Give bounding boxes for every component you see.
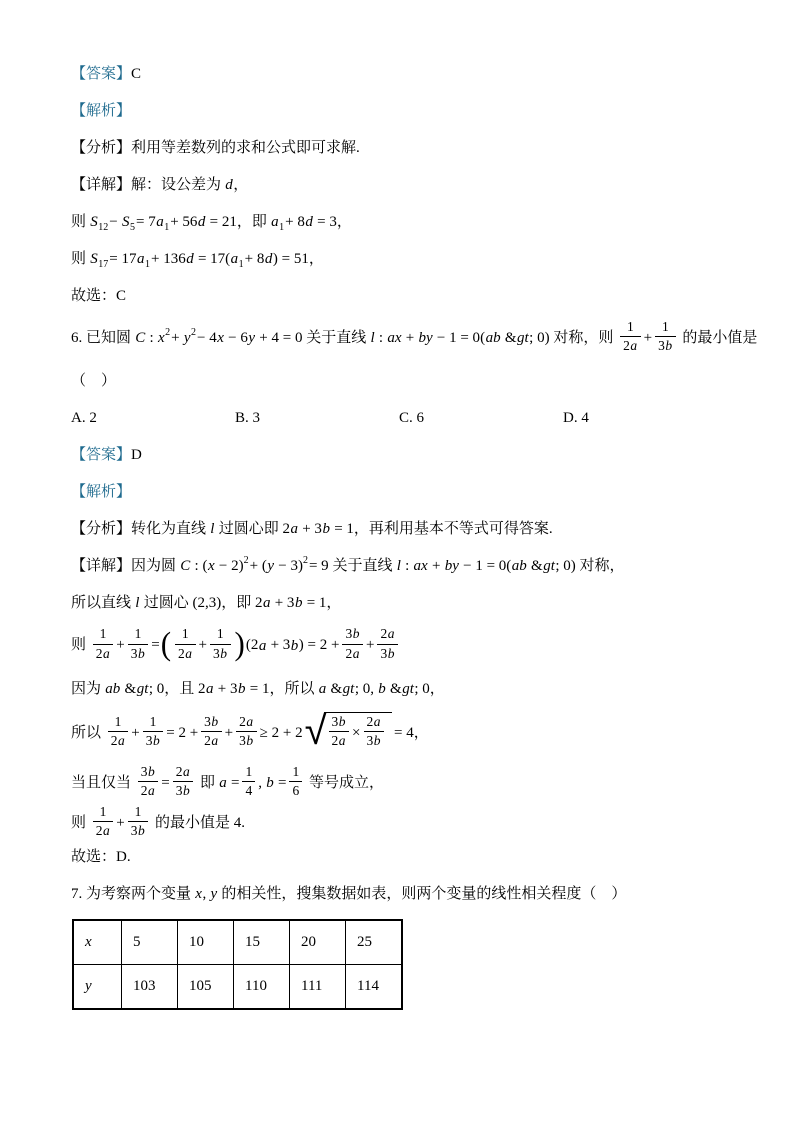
- math-run: ≥ 2 + 2: [259, 724, 303, 741]
- math-run: 3b: [239, 732, 254, 748]
- text-run: ，: [413, 724, 429, 741]
- denominator: [377, 644, 398, 662]
- value-cell: 15: [234, 920, 290, 965]
- math-run: 5: [129, 222, 135, 233]
- text-run: 的相关性，搜集数据如表，则两个变量的线性相关程度（ ）: [217, 885, 627, 902]
- math-run: 17: [98, 259, 109, 270]
- text-run: D: [131, 447, 142, 464]
- math-run: +: [116, 637, 125, 654]
- math-run: +: [365, 637, 375, 654]
- fraction: [342, 626, 363, 661]
- math-run: d: [225, 177, 233, 193]
- option-D: D. 4: [563, 410, 589, 427]
- math-run: 1: [99, 803, 107, 819]
- numerator: [108, 714, 129, 731]
- text-run: 的最小值是: [678, 330, 758, 347]
- value-cell: 111: [290, 964, 346, 1009]
- math-run: +: [643, 330, 653, 347]
- fraction: [108, 714, 129, 749]
- section-label: 【分析】: [71, 521, 132, 538]
- answer-q5: [71, 62, 768, 86]
- numerator: [377, 626, 398, 643]
- subscript: [239, 259, 244, 270]
- denominator: [342, 644, 363, 662]
- text-run: 转化为直线: [131, 521, 210, 538]
- numerator: [93, 804, 114, 821]
- section-label: 【答案】: [71, 66, 132, 82]
- math-run: 1: [134, 803, 142, 819]
- math-run: 2a: [178, 645, 193, 661]
- math-run: ×: [352, 725, 361, 742]
- denominator: [93, 821, 114, 839]
- numerator: [173, 764, 194, 781]
- fraction: [93, 804, 114, 839]
- section-label: 【分析】: [71, 140, 132, 156]
- numerator: [143, 714, 164, 731]
- denominator: [128, 644, 149, 662]
- math-run: + 56d = 21: [170, 214, 237, 230]
- subscript: [130, 222, 135, 233]
- text-run: 则: [71, 637, 90, 654]
- math-run: ab &gt; 0: [105, 680, 165, 697]
- fraction: [289, 764, 302, 799]
- fraction: [329, 714, 350, 749]
- fraction: [236, 714, 257, 749]
- math-run: =: [161, 775, 170, 792]
- math-run: 2a + 3b = 1: [198, 680, 270, 697]
- math-run: 2a: [175, 764, 190, 780]
- numerator: [128, 804, 149, 821]
- math-run: 3b: [175, 783, 190, 799]
- numerator: [329, 714, 350, 731]
- math-run: 1: [292, 764, 300, 780]
- line-q6-center: [71, 591, 768, 615]
- fraction: [655, 319, 676, 354]
- fraction: [128, 804, 149, 839]
- answer-q6: [71, 443, 768, 467]
- denominator: [201, 731, 222, 749]
- text-run: 则: [71, 814, 90, 831]
- math-run: 1: [99, 626, 107, 642]
- section-label: 【解析】: [71, 103, 132, 119]
- table-row: [73, 964, 402, 1009]
- math-run: l : ax + by − 1 = 0: [370, 330, 481, 347]
- math-run: = 7a: [135, 214, 164, 230]
- square-root: [304, 708, 392, 755]
- math-run: 2: [243, 555, 249, 567]
- fraction: [173, 764, 194, 799]
- denominator: [93, 644, 114, 662]
- superscript: [191, 327, 196, 338]
- numerator: [175, 626, 196, 643]
- math-run: 2a: [239, 713, 254, 729]
- denominator: [236, 731, 257, 749]
- math-run: 3b: [130, 822, 145, 838]
- text-run: 过圆心即: [214, 521, 283, 538]
- math-run: (ab &gt; 0): [480, 330, 550, 347]
- math-run: +: [224, 724, 234, 741]
- text-run: 所以: [71, 724, 105, 741]
- math-run: 2: [165, 327, 171, 339]
- numerator: [93, 626, 114, 643]
- denominator: [173, 781, 194, 799]
- text-run: 解：设公差为: [131, 177, 225, 193]
- math-run: S: [90, 214, 98, 230]
- math-run: 3b: [366, 732, 381, 748]
- math-run: 2a: [204, 732, 219, 748]
- numerator: [342, 626, 363, 643]
- numerator: [242, 764, 255, 781]
- eq-q6-equality: [71, 766, 768, 801]
- numerator: [655, 319, 676, 336]
- math-run: 2a: [95, 645, 110, 661]
- data-table-q7: [72, 919, 403, 1010]
- section-label: 【解析】: [71, 484, 132, 501]
- math-run: 3b: [331, 713, 346, 729]
- text-run: ，: [429, 680, 445, 697]
- eq-q6-min: [71, 803, 768, 841]
- choice-blank-q6: [71, 369, 768, 393]
- math-run: 4: [245, 783, 253, 799]
- text-run: 的最小值是 4.: [151, 814, 245, 831]
- math-run: +: [198, 637, 207, 654]
- text-run: ，且: [164, 680, 199, 697]
- math-run: l: [135, 595, 140, 612]
- math-run: + (y − 3): [249, 558, 303, 575]
- math-run: (2,3): [192, 595, 222, 612]
- math-run: − 4x − 6y + 4 = 0: [197, 330, 303, 347]
- conclusion-q5: [71, 284, 768, 308]
- text-run: ，所以: [269, 680, 319, 697]
- numerator: [128, 626, 149, 643]
- text-run: 过圆心: [139, 595, 193, 612]
- numerator: [289, 764, 302, 781]
- math-run: +: [131, 724, 140, 741]
- detail-q5: [71, 173, 768, 197]
- fraction: [242, 764, 255, 799]
- text-run: ，即: [236, 214, 271, 230]
- text-run: 等号成立，: [305, 775, 384, 792]
- fraction: [377, 626, 398, 661]
- math-run: 2a: [380, 626, 395, 642]
- text-run: 7. 为考察两个变量: [71, 885, 195, 902]
- conclusion-q6: [71, 845, 768, 869]
- math-run: (2a + 3b) = 2 +: [245, 637, 340, 654]
- table-row: [73, 920, 402, 965]
- numerator: [364, 714, 385, 731]
- math-run: 1: [279, 222, 285, 233]
- text-run: 即: [196, 775, 219, 792]
- text-run: 因为圆: [131, 558, 180, 575]
- math-run: 1: [245, 764, 253, 780]
- superscript: [244, 555, 249, 566]
- eq-q6-amgm: [71, 708, 768, 755]
- value-cell: 110: [234, 964, 290, 1009]
- text-run: 则: [71, 214, 90, 230]
- math-run: = 4: [394, 724, 414, 741]
- question-6: [71, 321, 768, 356]
- math-run: 1: [134, 626, 142, 642]
- text-run: ，: [326, 595, 342, 612]
- numerator: [236, 714, 257, 731]
- text-run: （ ）: [71, 373, 117, 390]
- math-run: =: [151, 637, 160, 654]
- option-A: A. 2: [71, 410, 97, 427]
- text-run: 所以直线: [71, 595, 135, 612]
- math-run: 3b: [658, 338, 673, 354]
- numerator: [620, 319, 641, 336]
- math-run: 3b: [345, 626, 360, 642]
- fraction: [210, 626, 231, 661]
- text-run: ，: [308, 251, 324, 267]
- document-content: [71, 62, 768, 1010]
- denominator: [128, 821, 149, 839]
- text-run: 6. 已知圆: [71, 330, 135, 347]
- math-run: = 9: [308, 558, 329, 575]
- text-run: ，即: [221, 595, 255, 612]
- math-run: = 17a: [109, 251, 145, 267]
- math-run: 3b: [130, 645, 145, 661]
- denominator: [620, 336, 641, 354]
- math-run: 2: [302, 555, 308, 567]
- math-run: , b =: [258, 775, 287, 792]
- section-label: 【详解】: [71, 558, 132, 575]
- denominator: [289, 781, 302, 799]
- fraction: [143, 714, 164, 749]
- math-run: = 2 +: [166, 724, 199, 741]
- math-run: S: [90, 251, 98, 267]
- math-run: l: [210, 521, 215, 538]
- row-label-cell: x: [73, 920, 122, 965]
- math-run: 2a: [95, 822, 110, 838]
- text-run: 对称，则: [549, 330, 618, 347]
- numerator: [210, 626, 231, 643]
- math-run: 3b: [204, 713, 219, 729]
- eq-q5-2: [71, 247, 768, 271]
- math-run: 2a + 3b = 1: [254, 595, 327, 612]
- row-label-cell: y: [73, 964, 122, 1009]
- question-7: [71, 882, 768, 906]
- subscript: [279, 222, 284, 233]
- math-run: 1: [661, 319, 669, 334]
- math-run: 2: [191, 327, 197, 339]
- text-run: 关于直线: [328, 558, 397, 575]
- text-run: ，: [233, 177, 249, 193]
- value-cell: 10: [178, 920, 234, 965]
- math-run: C : (x − 2): [180, 558, 244, 575]
- eq-q5-1: [71, 210, 768, 234]
- math-run: a: [271, 214, 279, 230]
- math-run: 3b: [380, 645, 395, 661]
- math-run: 1: [144, 259, 150, 270]
- section-label: 【答案】: [71, 447, 132, 464]
- text-run: 故选：C: [71, 288, 127, 304]
- analysis-header-q6: [71, 480, 768, 504]
- fraction: [128, 626, 149, 661]
- text-run: 当且仅当: [71, 775, 135, 792]
- math-run: 2a: [345, 645, 360, 661]
- math-run: 2a: [110, 732, 125, 748]
- math-run: 1: [149, 713, 157, 729]
- math-run: 1: [164, 222, 170, 233]
- math-run: 2a: [140, 783, 155, 799]
- eq-q6-expand: 则 $\frac{1}{2a}$ + $\frac{1}{3b}$ =( $\frac{1}{2a}$ + $\frac{1}{3b}$ )(2a + 3b) = 2 + $\frac{3b}{2a}$ + $\frac{2a}{3b}$: [71, 628, 768, 663]
- options-q6: [71, 406, 768, 430]
- denominator: [108, 731, 129, 749]
- math-run: 1: [216, 626, 224, 642]
- text-run: ，再利用基本不等式可得答案.: [353, 521, 553, 538]
- text-run: 则: [71, 251, 90, 267]
- math-run: 3b: [213, 645, 227, 661]
- math-run: a =: [219, 775, 240, 792]
- denominator: [143, 731, 164, 749]
- superscript: [303, 555, 308, 566]
- denominator: [329, 731, 350, 749]
- denominator: [364, 731, 385, 749]
- option-B: B. 3: [235, 410, 261, 427]
- radical-sign: √: [304, 708, 327, 755]
- analysis-q6: [71, 517, 768, 541]
- subscript: [145, 259, 150, 270]
- analysis-header-q5: [71, 99, 768, 123]
- math-run: C : x: [135, 330, 165, 347]
- denominator: [175, 644, 196, 662]
- math-run: + 8d = 3: [285, 214, 337, 230]
- text-run: ，: [336, 214, 352, 230]
- fraction: [620, 319, 641, 354]
- fraction: [175, 626, 196, 661]
- math-run: 2a: [331, 732, 346, 748]
- subscript: [164, 222, 169, 233]
- math-run: + 136d = 17(a: [150, 251, 239, 267]
- math-run: + y: [171, 330, 191, 347]
- text-run: 对称，: [575, 558, 625, 575]
- math-run: x, y: [195, 885, 218, 902]
- math-run: 2a: [623, 338, 638, 354]
- math-run: 3b: [145, 732, 160, 748]
- math-run: − S: [109, 214, 130, 230]
- numerator: [201, 714, 222, 731]
- value-cell: 114: [346, 964, 403, 1009]
- math-run: 12: [98, 222, 109, 233]
- denominator: [210, 644, 231, 662]
- subscript: [98, 222, 108, 233]
- value-cell: 25: [346, 920, 403, 965]
- line-q6-positive: [71, 677, 768, 701]
- math-run: 2a: [366, 713, 381, 729]
- radicand: [324, 712, 392, 751]
- math-run: 2a + 3b = 1: [282, 521, 354, 538]
- numerator: [138, 764, 159, 781]
- subscript: [98, 259, 108, 270]
- fraction: [201, 714, 222, 749]
- fraction: [93, 626, 114, 661]
- math-run: 1: [238, 259, 244, 270]
- detail-q6: [71, 554, 768, 578]
- math-run: l : ax + by − 1 = 0(ab &gt; 0): [396, 558, 576, 575]
- superscript: [165, 327, 170, 338]
- text-run: 故选：D.: [71, 848, 131, 865]
- math-run: 6: [292, 783, 300, 799]
- math-run: +: [116, 814, 125, 831]
- fraction: [364, 714, 385, 749]
- math-run: a &gt; 0, b &gt; 0: [318, 680, 430, 697]
- value-cell: 105: [178, 964, 234, 1009]
- denominator: [655, 336, 676, 354]
- text-run: 关于直线: [302, 330, 370, 347]
- section-label: 【详解】: [71, 177, 132, 193]
- text-run: 利用等差数列的求和公式即可求解.: [131, 140, 360, 156]
- math-run: 1: [181, 626, 189, 642]
- text-run: C: [131, 66, 142, 82]
- value-cell: 5: [122, 920, 178, 965]
- option-C: C. 6: [399, 410, 425, 427]
- math-run: 3b: [140, 764, 155, 780]
- math-run: 1: [114, 713, 122, 729]
- math-run: + 8d) = 51: [244, 251, 309, 267]
- value-cell: 20: [290, 920, 346, 965]
- denominator: [242, 781, 255, 799]
- analysis-q5: [71, 136, 768, 160]
- value-cell: 103: [122, 964, 178, 1009]
- math-run: 1: [626, 319, 634, 334]
- denominator: [138, 781, 159, 799]
- fraction: [138, 764, 159, 799]
- text-run: 因为: [71, 680, 105, 697]
